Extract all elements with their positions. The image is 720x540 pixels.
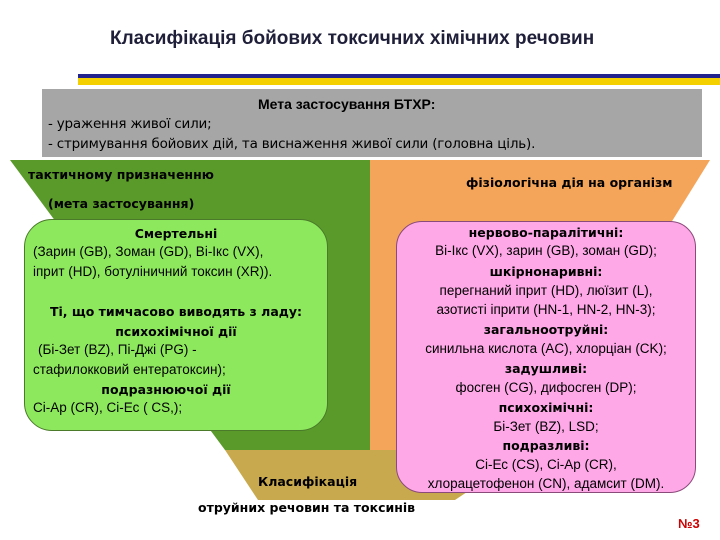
pink-heading-psychochemical: психохімічні: bbox=[498, 400, 594, 415]
bottom-label-line-2: отруйних речовин та токсинів bbox=[198, 500, 416, 515]
green-line-3: (Бі-Зет (BZ), Пі-Джі (PG) - bbox=[38, 342, 197, 357]
left-category-sublabel: (мета застосування) bbox=[48, 196, 195, 211]
pink-line-5: фосген (CG), дифосген (DP); bbox=[455, 380, 637, 395]
green-heading-lethal: Смертельні bbox=[134, 226, 218, 241]
pink-line-2: перегнаний іприт (HD), люїзит (L), bbox=[439, 283, 653, 298]
page-title: Класифікація бойових токсичних хімічних речовин bbox=[110, 28, 595, 49]
pink-line-1: Ві-Ікс (VX), зарин (GB), зоман (GD); bbox=[435, 243, 657, 258]
pink-heading-irritant: подразливі: bbox=[502, 438, 590, 453]
pink-line-4: синильна кислота (AC), хлорціан (CK); bbox=[425, 341, 667, 356]
pink-line-6: Бі-Зет (BZ), LSD; bbox=[493, 419, 599, 434]
green-heading-psychochemical: психохімічної дії bbox=[115, 324, 237, 339]
purpose-line-1: - ураження живої сили; bbox=[48, 116, 212, 132]
bottom-label-line-1: Класифікація bbox=[258, 474, 358, 489]
pink-heading-choking: задушливі: bbox=[504, 361, 588, 376]
green-line-4: стафилокковий ентератоксин); bbox=[33, 362, 226, 377]
purpose-heading: Мета застосування БТХР: bbox=[258, 96, 436, 112]
green-heading-incapacitating: Ті, що тимчасово виводять з ладу: bbox=[50, 304, 302, 319]
pink-heading-nerve: нервово-паралітичні: bbox=[468, 225, 624, 240]
right-category-label: фізіологічна дія на організм bbox=[466, 175, 673, 190]
green-line-2: іприт (HD), ботуліничний токсин (XR)). bbox=[33, 264, 273, 279]
green-line-1: (Зарин (GB), Зоман (GD), Ві-Ікс (VX), bbox=[33, 244, 264, 259]
pink-heading-blister: шкірнонаривні: bbox=[489, 264, 603, 279]
purpose-line-2: - стримування бойових дій, та виснаження живої сили (головна ціль). bbox=[48, 136, 536, 152]
pink-line-7: Сі-Ес (CS), Сі-Ар (CR), bbox=[475, 457, 617, 472]
slide-number: №3 bbox=[678, 516, 700, 531]
left-category-label: тактичному призначенню bbox=[28, 167, 214, 182]
pink-line-3: азотисті іприти (HN-1, HN-2, HN-3); bbox=[436, 302, 656, 317]
pink-heading-systemic: загальноотруйні: bbox=[483, 322, 609, 337]
green-line-5: Сі-Ар (CR), Сі-Ес ( CS,); bbox=[33, 400, 183, 415]
pink-line-8: хлорацетофенон (CN), адамсит (DM). bbox=[427, 476, 665, 491]
green-heading-irritant: подразнюючої дії bbox=[101, 382, 231, 397]
